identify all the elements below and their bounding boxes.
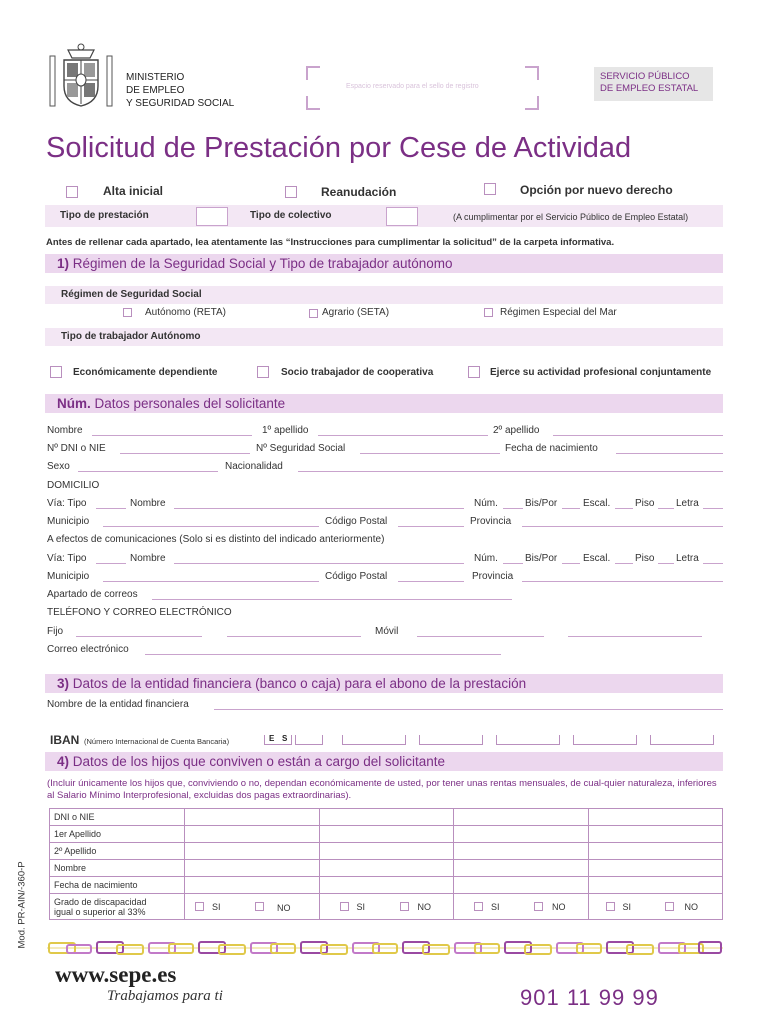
nombre-label: Nombre: [47, 425, 83, 436]
mar-checkbox[interactable]: [484, 308, 493, 317]
tipo-prestacion-input[interactable]: [196, 207, 228, 226]
iban-digits-6[interactable]: [650, 735, 714, 745]
provincia-2-label: Provincia: [472, 571, 514, 582]
dni-label: Nº DNI o NIE: [47, 443, 106, 454]
iban-digits-2[interactable]: [342, 735, 406, 745]
municipio-2-field[interactable]: [103, 581, 319, 582]
sepe-line-2: DE EMPLEO ESTATAL: [600, 83, 699, 94]
nombre-field[interactable]: [92, 435, 252, 436]
municipio-field[interactable]: [103, 526, 319, 527]
si-label: SI: [356, 902, 366, 912]
movil-field-2[interactable]: [568, 636, 702, 637]
domicilio-header: DOMICILIO: [47, 480, 100, 491]
section-4-title-text: Datos de los hijos que conviven o están a cargo del solicitante: [72, 754, 446, 769]
via-tipo-2-label: Vía: Tipo: [47, 553, 87, 564]
apartado-label: Apartado de correos: [47, 589, 138, 600]
bis-label: Bis/Por: [525, 498, 558, 509]
children-table: [49, 808, 723, 920]
alta-inicial-label: Alta inicial: [103, 184, 164, 198]
cp-2-label: Código Postal: [325, 571, 388, 582]
iban-digits-4[interactable]: [496, 735, 560, 745]
telefono-header: TELÉFONO Y CORREO ELECTRÓNICO: [47, 607, 232, 618]
section-3-number: 3): [57, 676, 70, 691]
fecha-nac-label: Fecha de nacimiento: [505, 443, 598, 454]
correo-field[interactable]: [145, 654, 501, 655]
ministry-line-2: DE EMPLEO: [126, 85, 185, 96]
disc-line-2: igual o superior al 33%: [54, 906, 146, 917]
seta-label: Agrario (SETA): [322, 307, 390, 318]
table-cell[interactable]: [185, 809, 320, 826]
section-1-title: [57, 256, 453, 271]
si-checkbox[interactable]: [340, 902, 349, 911]
alta-inicial-checkbox[interactable]: [66, 186, 78, 198]
via-nombre-2-field[interactable]: [174, 563, 464, 564]
iban-digits-5[interactable]: [573, 735, 637, 745]
table-row: [50, 877, 723, 894]
section-4-title: [57, 754, 445, 769]
iban-label: IBAN: [50, 733, 80, 747]
letra-2-field[interactable]: [703, 563, 723, 564]
escal-2-label: Escal.: [583, 553, 611, 564]
via-tipo-label: Vía: Tipo: [47, 498, 87, 509]
conjunta-checkbox[interactable]: [468, 366, 480, 378]
row-label-dni: DNI o NIE: [50, 809, 185, 826]
table-cell[interactable]: [319, 809, 454, 826]
tipo-colectivo-input[interactable]: [386, 207, 418, 226]
dependiente-label: Económicamente dependiente: [73, 367, 218, 378]
table-cell: [185, 894, 320, 920]
bis-2-field[interactable]: [562, 563, 580, 564]
footer-url[interactable]: www.sepe.es: [55, 962, 177, 987]
escal-label: Escal.: [583, 498, 611, 509]
provincia-label: Provincia: [470, 516, 512, 527]
piso-2-label: Piso: [635, 553, 655, 564]
correo-label: Correo electrónico: [47, 644, 129, 655]
opcion-checkbox[interactable]: [484, 183, 496, 195]
sexo-label: Sexo: [47, 461, 70, 472]
letra-field[interactable]: [703, 508, 723, 509]
via-nombre-field[interactable]: [174, 508, 464, 509]
section-3-title: [57, 676, 526, 691]
cooperativa-checkbox[interactable]: [257, 366, 269, 378]
section-2-number: Núm.: [57, 396, 91, 411]
table-cell[interactable]: [588, 860, 723, 877]
iban-description: (Número Internacional de Cuenta Bancaria): [84, 737, 230, 746]
registry-stamp-area: [306, 66, 539, 110]
comunicaciones-header: A efectos de comunicaciones (Solo si es distinto del indicado anteriormente): [47, 534, 385, 545]
form-code: Mod. PR-AIN/-360-P: [16, 861, 28, 949]
si-checkbox[interactable]: [606, 902, 615, 911]
no-label: NO: [684, 902, 698, 912]
sepe-box: [594, 67, 713, 101]
table-cell[interactable]: [185, 843, 320, 860]
table-cell: [588, 894, 723, 920]
no-label: NO: [417, 902, 431, 912]
tipo-autonomo-label: Tipo de trabajador Autónomo: [61, 331, 201, 342]
reta-label: Autónomo (RETA): [145, 307, 226, 318]
cp-2-field[interactable]: [398, 581, 464, 582]
entidad-field[interactable]: [214, 709, 723, 710]
section-3-title-text: Datos de la entidad financiera (banco o caja) para el abono de la prestación: [72, 676, 527, 691]
apellido1-label: 1º apellido: [262, 425, 309, 436]
iban-digits-1[interactable]: [295, 735, 323, 745]
coat-of-arms-icon: [46, 42, 116, 114]
table-cell[interactable]: [185, 860, 320, 877]
table-cell[interactable]: [319, 843, 454, 860]
escal-field[interactable]: [615, 508, 633, 509]
table-cell: [319, 894, 454, 920]
si-label: SI: [622, 902, 632, 912]
table-row: [50, 894, 723, 920]
conjunta-label: Ejerce su actividad profesional conjuntamente: [490, 367, 712, 378]
sepe-line-1: SERVICIO PÚBLICO: [600, 71, 690, 82]
seta-checkbox[interactable]: [309, 309, 318, 318]
sexo-field[interactable]: [78, 471, 218, 472]
tipo-colectivo-label: Tipo de colectivo: [250, 210, 332, 221]
apellido2-label: 2º apellido: [493, 425, 540, 436]
no-label: NO: [277, 903, 291, 913]
bis-field[interactable]: [562, 508, 580, 509]
table-cell[interactable]: [454, 809, 589, 826]
no-checkbox[interactable]: [255, 902, 264, 911]
ministry-line-1: MINISTERIO: [126, 72, 185, 83]
no-checkbox[interactable]: [534, 902, 543, 911]
tipo-prestacion-label: Tipo de prestación: [60, 210, 149, 221]
num-label: Núm.: [474, 498, 498, 509]
movil-field-1[interactable]: [417, 636, 544, 637]
registry-placeholder: Espacio reservado para el sello de registro: [346, 83, 479, 90]
piso-label: Piso: [635, 498, 655, 509]
table-row: [50, 826, 723, 843]
fecha-nac-field[interactable]: [616, 453, 723, 454]
via-nombre-2-label: Nombre: [130, 553, 166, 564]
iban-country-box: [264, 735, 292, 745]
iban-digits-3[interactable]: [419, 735, 483, 745]
nacionalidad-field[interactable]: [298, 471, 723, 472]
admin-note: (A cumplimentar por el Servicio Público de Empleo Estatal): [453, 212, 689, 222]
municipio-2-label: Municipio: [47, 571, 90, 582]
cp-label: Código Postal: [325, 516, 388, 527]
nacionalidad-label: Nacionalidad: [225, 461, 283, 472]
via-tipo-2-field[interactable]: [96, 563, 126, 564]
table-cell[interactable]: [185, 877, 320, 894]
bis-2-label: Bis/Por: [525, 553, 558, 564]
piso-field[interactable]: [658, 508, 674, 509]
row-label-fecha: Fecha de nacimiento: [50, 877, 185, 894]
table-cell[interactable]: [454, 826, 589, 843]
si-label: SI: [491, 902, 500, 912]
footer-phone: 901 11 99 99: [520, 985, 659, 1010]
via-nombre-label: Nombre: [130, 498, 166, 509]
municipio-label: Municipio: [47, 516, 90, 527]
disc-line-1: Grado de discapacidad: [54, 896, 147, 907]
table-row: [50, 843, 723, 860]
letra-2-label: Letra: [676, 553, 699, 564]
letra-label: Letra: [676, 498, 699, 509]
table-cell[interactable]: [588, 877, 723, 894]
escal-2-field[interactable]: [615, 563, 633, 564]
table-cell[interactable]: [319, 860, 454, 877]
iban-prefix-e: E: [269, 734, 275, 743]
mar-label: Régimen Especial del Mar: [500, 307, 617, 318]
instructions-text: Antes de rellenar cada apartado, lea atentamente las “Instrucciones para cumplimentar la solicitud” de la carpeta informativa.: [46, 237, 615, 248]
fijo-label: Fijo: [47, 626, 64, 637]
fijo-field-1[interactable]: [76, 636, 202, 637]
section-4-note: (Incluir únicamente los hijos que, conviviendo o no, dependan económicamente de usted, por tener unas rentas mensuales, de cual-quier naturaleza, inferiores al Salario Mínimo Interprofesional, excluidas dos pagas extraordinarias).: [47, 778, 717, 801]
num-field[interactable]: [503, 508, 523, 509]
section-1-title-text: Régimen de la Seguridad Social y Tipo de trabajador autónomo: [72, 256, 453, 271]
ministry-line-3: Y SEGURIDAD SOCIAL: [126, 98, 235, 109]
no-checkbox[interactable]: [400, 902, 409, 911]
piso-2-field[interactable]: [658, 563, 674, 564]
fijo-field-2[interactable]: [227, 636, 361, 637]
page-title: Solicitud de Prestación por Cese de Actividad: [46, 132, 632, 164]
table-cell[interactable]: [588, 809, 723, 826]
table-cell[interactable]: [319, 877, 454, 894]
nss-field[interactable]: [360, 453, 500, 454]
si-checkbox[interactable]: [474, 902, 483, 911]
reta-checkbox[interactable]: [123, 308, 132, 317]
iban-prefix-s: S: [282, 734, 288, 743]
table-cell[interactable]: [185, 826, 320, 843]
opcion-label: Opción por nuevo derecho: [520, 183, 673, 197]
row-label-discapacidad: [50, 894, 185, 920]
si-checkbox[interactable]: [195, 902, 204, 911]
apartado-field[interactable]: [152, 599, 512, 600]
no-label: NO: [552, 902, 566, 912]
table-cell[interactable]: [319, 826, 454, 843]
footer-slogan: Trabajamos para ti: [107, 988, 223, 1004]
table-cell[interactable]: [588, 843, 723, 860]
dni-field[interactable]: [120, 453, 250, 454]
dependiente-checkbox[interactable]: [50, 366, 62, 378]
entidad-label: Nombre de la entidad financiera: [47, 699, 189, 710]
table-cell: [454, 894, 589, 920]
table-cell[interactable]: [454, 877, 589, 894]
num-2-field[interactable]: [503, 563, 523, 564]
movil-label: Móvil: [375, 626, 399, 637]
provincia-field[interactable]: [522, 526, 723, 527]
nss-label: Nº Seguridad Social: [256, 443, 346, 454]
table-row: [50, 809, 723, 826]
section-1-number: 1): [57, 256, 70, 271]
si-label: SI: [212, 902, 221, 912]
apellido1-field[interactable]: [318, 435, 488, 436]
cp-field[interactable]: [398, 526, 464, 527]
table-cell[interactable]: [588, 826, 723, 843]
row-label-apellido1: 1er Apellido: [50, 826, 185, 843]
via-tipo-field[interactable]: [96, 508, 126, 509]
regimen-label: Régimen de Seguridad Social: [61, 289, 202, 300]
num-2-label: Núm.: [474, 553, 498, 564]
provincia-2-field[interactable]: [522, 581, 723, 582]
row-label-apellido2: 2º Apellido: [50, 843, 185, 860]
table-cell[interactable]: [454, 860, 589, 877]
ministry-name: [126, 71, 234, 110]
decorative-chain-icon: [45, 940, 725, 956]
table-cell[interactable]: [454, 843, 589, 860]
no-checkbox[interactable]: [665, 902, 674, 911]
apellido2-field[interactable]: [553, 435, 723, 436]
reanudacion-label: Reanudación: [321, 185, 397, 199]
section-2-title: [57, 396, 285, 411]
cooperativa-label: Socio trabajador de cooperativa: [281, 367, 434, 378]
section-2-title-text: Datos personales del solicitante: [94, 396, 286, 411]
reanudacion-checkbox[interactable]: [285, 186, 297, 198]
table-row: [50, 860, 723, 877]
section-4-number: 4): [57, 754, 70, 769]
row-label-nombre: Nombre: [50, 860, 185, 877]
